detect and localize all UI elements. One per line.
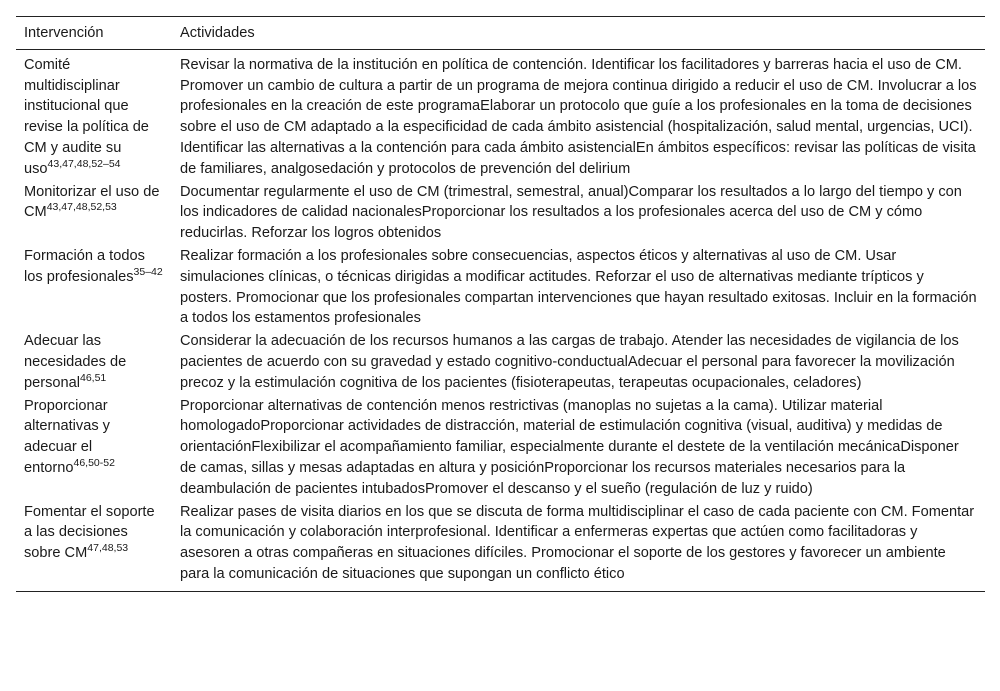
table-row: [16, 395, 985, 501]
intervention-cell: [16, 501, 172, 592]
activities-cell: Considerar la adecuación de los recursos humanos a las cargas de trabajo. Atender las necesidades de vigilancia de los pacientes de acuerdo con su gravedad y estado cognitivo-conductualAdecuar el personal para favorecer la movilización precoz y la estimulación cognitiva de los pacientes (fisioterapeutas, terapeutas ocupacionales, celadores): [180, 333, 959, 391]
table-header-row: [16, 17, 985, 50]
intervention-text: Monitorizar el uso de CM: [24, 183, 160, 221]
interventions-table-container: [16, 16, 985, 592]
intervention-text: Adecuar las necesidades de personal: [24, 333, 127, 391]
activities-cell: Realizar pases de visita diarios en los que se discuta de forma multidisciplinar el caso de cada paciente con CM. Fomentar la comunicación y colaboración interprofesional. Identificar a enfermeras expertas que actúen como facilitadoras y asesoren a otras compañeras en situaciones difíciles. Promocionar el soporte de los gestores y favorecer un ambiente para la comunicación de situaciones que supongan un conflicto ético: [180, 503, 975, 582]
header-intervention: Intervención: [24, 25, 104, 41]
table-row: [16, 245, 985, 330]
reference-superscript: 43,47,48,52–54: [47, 157, 121, 170]
activities-cell: Documentar regularmente el uso de CM (trimestral, semestral, anual)Comparar los resultados a lo largo del tiempo y con los indicadores de calidad nacionalesProporcionar los resultados a los profesionales acerca del uso de CM y cómo reducirlas. Reforzar los logros obtenidos: [180, 183, 962, 242]
intervention-text: Proporcionar alternativas y adecuar el entorno: [24, 397, 110, 476]
table-row: [16, 49, 985, 180]
reference-superscript: 35–42: [133, 265, 163, 278]
activities-cell: Revisar la normativa de la institución en política de contención. Identificar los facilitadores y barreras hacia el uso de CM. Promover un cambio de cultura a partir de un programa de mejora continua dirigido a reducir el uso de CM. Involucrar a los profesionales en la creación de este programaElaborar un protocolo que guíe a los profesionales en la toma de decisiones sobre el uso de CM adaptado a la especificidad de cada ámbito asistencial (hospitalización, salud mental, urgencias, UCI). Identificar las alternativas a la contención para cada ámbito asistencialEn ámbitos específicos: revisar las políticas de visita de familiares, analgosedación y protocolos de prevención del delirium: [180, 56, 977, 177]
interventions-table: [16, 16, 985, 592]
reference-superscript: 47,48,53: [87, 542, 129, 555]
intervention-text: Comité multidisciplinar institucional que revise la política de CM y audite su uso: [24, 56, 149, 177]
table-row: [16, 181, 985, 245]
intervention-cell: [16, 49, 172, 180]
table-row: [16, 330, 985, 394]
reference-superscript: 43,47,48,52,53: [46, 201, 117, 214]
intervention-cell: [16, 330, 172, 394]
reference-superscript: 46,51: [79, 371, 107, 384]
intervention-cell: [16, 245, 172, 330]
activities-cell: Realizar formación a los profesionales sobre consecuencias, aspectos éticos y alternativas al uso de CM. Usar simulaciones clínicas, o técnicas dirigidas a modificar actitudes. Reforzar el uso de alternativas mediante trípticos y posters. Promocionar que los profesionales compartan intervenciones que hayan resultado exitosas. Incluir en la formación a todos los estamentos profesionales: [180, 247, 977, 327]
intervention-cell: [16, 181, 172, 245]
intervention-text: Fomentar el soporte a las decisiones sobre CM: [24, 503, 155, 562]
table-row: [16, 501, 985, 592]
activities-cell: Proporcionar alternativas de contención menos restrictivas (manoplas no sujetas a la cama). Utilizar material homologadoProporcionar actividades de distracción, material de estimulación cognitiva (visual, auditiva) y medidas de orientaciónFlexibilizar el acompañamiento familiar, especialmente durante el destete de la ventilación mecánicaDisponer de camas, sillas y mesas adaptadas en altura y posiciónProporcionar los recursos materiales necesarios para la deambulación de pacientes intubadosPromover el descanso y el sueño (regulación de luz y ruido): [180, 397, 959, 497]
intervention-text: Formación a todos los profesionales: [24, 247, 145, 285]
intervention-cell: [16, 395, 172, 501]
header-activities: Actividades: [180, 25, 255, 41]
reference-superscript: 46,50-52: [73, 457, 115, 470]
